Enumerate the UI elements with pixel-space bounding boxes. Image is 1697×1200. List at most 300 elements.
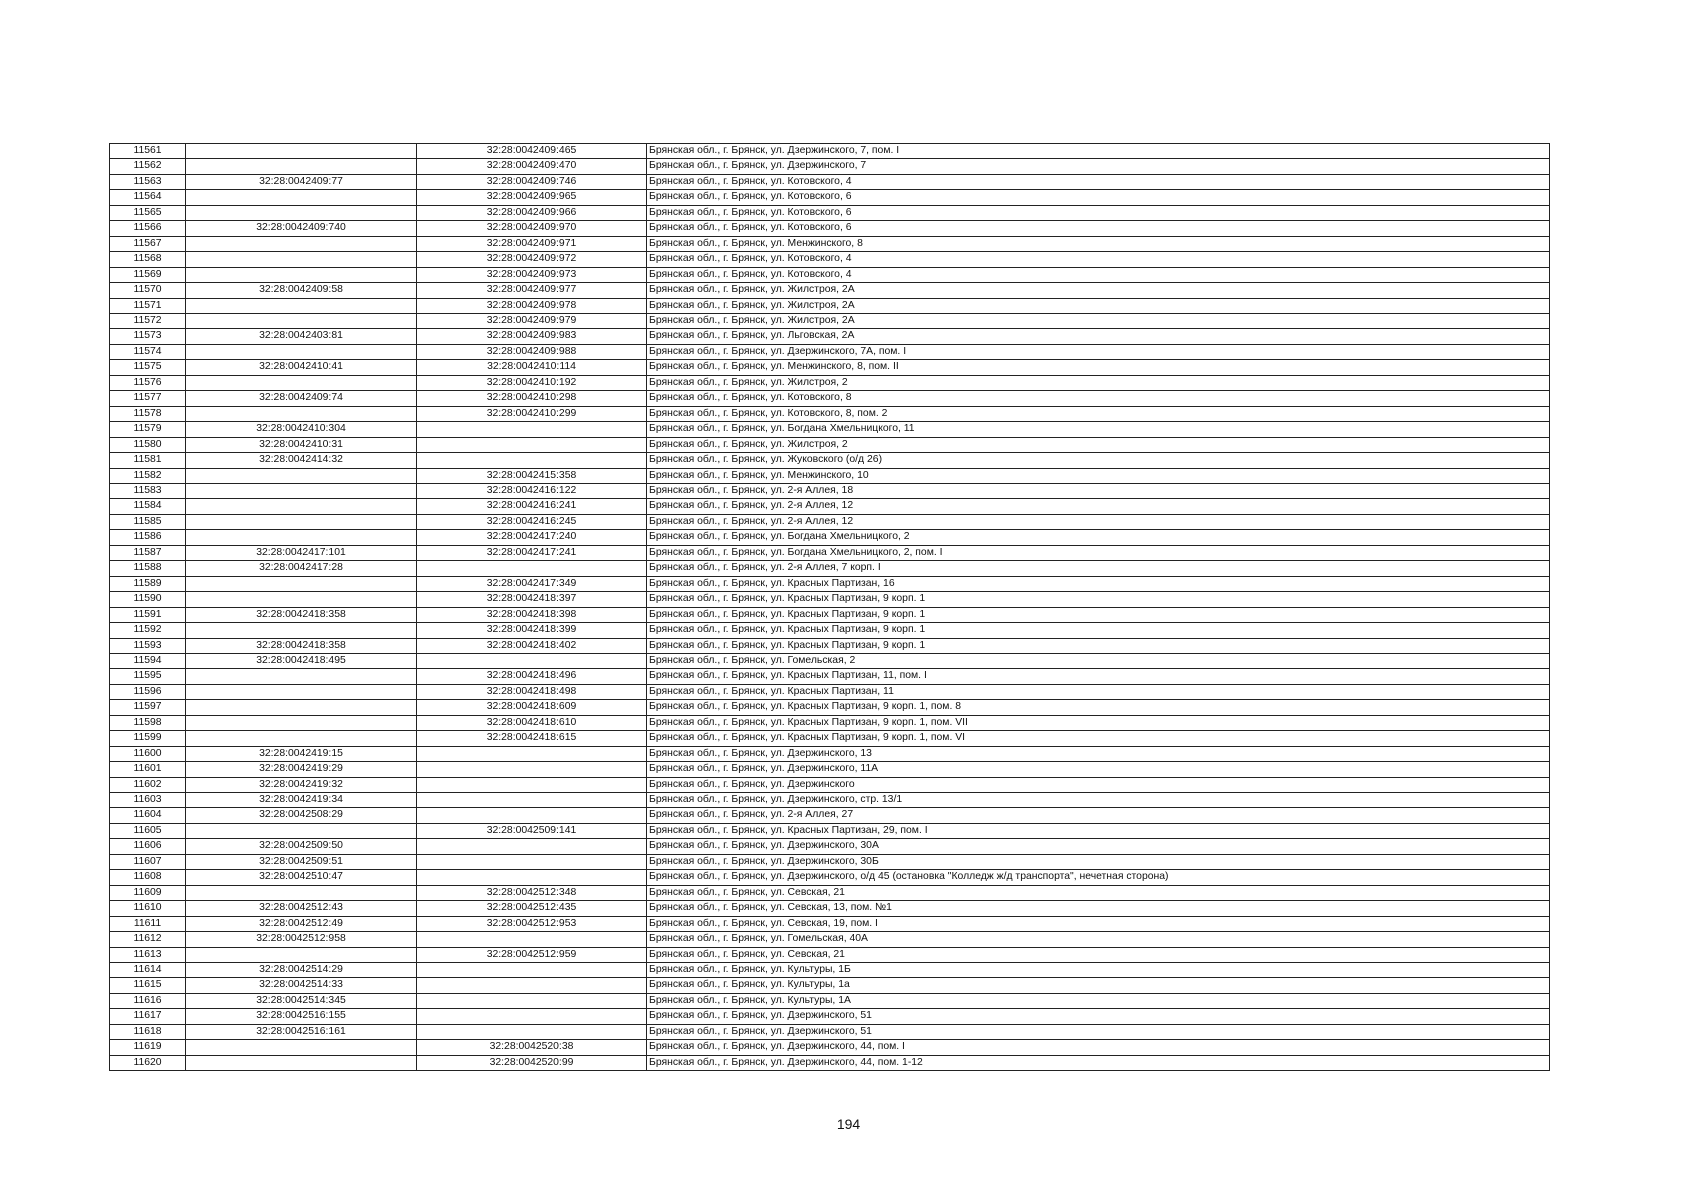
- land-cadastral-number-cell: [186, 144, 417, 159]
- table-row: [110, 561, 1550, 576]
- registry-table: [109, 143, 1550, 1071]
- table-row: [110, 793, 1550, 808]
- row-number-cell: 11606: [110, 839, 186, 854]
- object-cadastral-number-cell: 32:28:0042512:959: [417, 947, 647, 962]
- row-number-cell: 11603: [110, 793, 186, 808]
- row-number-cell: 11563: [110, 174, 186, 189]
- address-cell: Брянская обл., г. Брянск, ул. Дзержинского, стр. 13/1: [647, 793, 1550, 808]
- table-row: [110, 947, 1550, 962]
- object-cadastral-number-cell: 32:28:0042409:983: [417, 329, 647, 344]
- land-cadastral-number-cell: [186, 236, 417, 251]
- object-cadastral-number-cell: 32:28:0042409:966: [417, 205, 647, 220]
- object-cadastral-number-cell: 32:28:0042418:397: [417, 592, 647, 607]
- row-number-cell: 11577: [110, 391, 186, 406]
- object-cadastral-number-cell: [417, 777, 647, 792]
- object-cadastral-number-cell: [417, 978, 647, 993]
- table-row: [110, 190, 1550, 205]
- address-cell: Брянская обл., г. Брянск, ул. Жилстроя, 2А: [647, 298, 1550, 313]
- object-cadastral-number-cell: 32:28:0042418:615: [417, 731, 647, 746]
- row-number-cell: 11574: [110, 344, 186, 359]
- address-cell: Брянская обл., г. Брянск, ул. Гомельская, 40А: [647, 932, 1550, 947]
- address-cell: Брянская обл., г. Брянск, ул. Котовского, 8: [647, 391, 1550, 406]
- address-cell: Брянская обл., г. Брянск, ул. 2-я Аллея, 7 корп. I: [647, 561, 1550, 576]
- object-cadastral-number-cell: 32:28:0042512:435: [417, 901, 647, 916]
- address-cell: Брянская обл., г. Брянск, ул. Котовского, 4: [647, 174, 1550, 189]
- address-cell: Брянская обл., г. Брянск, ул. Дзержинского, 7: [647, 159, 1550, 174]
- address-cell: Брянская обл., г. Брянск, ул. Менжинского, 10: [647, 468, 1550, 483]
- row-number-cell: 11595: [110, 669, 186, 684]
- table-row: [110, 252, 1550, 267]
- object-cadastral-number-cell: 32:28:0042512:953: [417, 916, 647, 931]
- land-cadastral-number-cell: [186, 592, 417, 607]
- object-cadastral-number-cell: 32:28:0042520:38: [417, 1040, 647, 1055]
- row-number-cell: 11615: [110, 978, 186, 993]
- table-row: [110, 360, 1550, 375]
- land-cadastral-number-cell: 32:28:0042409:74: [186, 391, 417, 406]
- table-row: [110, 159, 1550, 174]
- table-row: [110, 329, 1550, 344]
- table-row: [110, 545, 1550, 560]
- table-row: [110, 391, 1550, 406]
- land-cadastral-number-cell: [186, 205, 417, 220]
- object-cadastral-number-cell: 32:28:0042409:977: [417, 283, 647, 298]
- land-cadastral-number-cell: [186, 1055, 417, 1070]
- object-cadastral-number-cell: 32:28:0042409:465: [417, 144, 647, 159]
- address-cell: Брянская обл., г. Брянск, ул. Культуры, 1а: [647, 978, 1550, 993]
- row-number-cell: 11566: [110, 221, 186, 236]
- row-number-cell: 11590: [110, 592, 186, 607]
- row-number-cell: 11610: [110, 901, 186, 916]
- address-cell: Брянская обл., г. Брянск, ул. Котовского, 8, пом. 2: [647, 406, 1550, 421]
- address-cell: Брянская обл., г. Брянск, ул. Богдана Хмельницкого, 2, пом. I: [647, 545, 1550, 560]
- land-cadastral-number-cell: 32:28:0042516:155: [186, 1009, 417, 1024]
- address-cell: Брянская обл., г. Брянск, ул. Красных Партизан, 11: [647, 684, 1550, 699]
- address-cell: Брянская обл., г. Брянск, ул. Красных Партизан, 9 корп. 1, пом. 8: [647, 700, 1550, 715]
- address-cell: Брянская обл., г. Брянск, ул. Жилстроя, 2: [647, 375, 1550, 390]
- table-row: [110, 576, 1550, 591]
- object-cadastral-number-cell: [417, 437, 647, 452]
- land-cadastral-number-cell: [186, 252, 417, 267]
- land-cadastral-number-cell: 32:28:0042419:29: [186, 762, 417, 777]
- row-number-cell: 11611: [110, 916, 186, 931]
- land-cadastral-number-cell: [186, 298, 417, 313]
- object-cadastral-number-cell: 32:28:0042409:979: [417, 313, 647, 328]
- object-cadastral-number-cell: 32:28:0042409:970: [417, 221, 647, 236]
- address-cell: Брянская обл., г. Брянск, ул. Красных Партизан, 11, пом. I: [647, 669, 1550, 684]
- land-cadastral-number-cell: [186, 700, 417, 715]
- address-cell: Брянская обл., г. Брянск, ул. Котовского, 6: [647, 221, 1550, 236]
- table-row: [110, 530, 1550, 545]
- address-cell: Брянская обл., г. Брянск, ул. Жилстроя, 2: [647, 437, 1550, 452]
- row-number-cell: 11582: [110, 468, 186, 483]
- address-cell: Брянская обл., г. Брянск, ул. Дзержинского, 30А: [647, 839, 1550, 854]
- land-cadastral-number-cell: [186, 684, 417, 699]
- land-cadastral-number-cell: 32:28:0042509:50: [186, 839, 417, 854]
- land-cadastral-number-cell: [186, 947, 417, 962]
- address-cell: Брянская обл., г. Брянск, ул. Красных Партизан, 9 корп. 1: [647, 638, 1550, 653]
- address-cell: Брянская обл., г. Брянск, ул. Котовского, 6: [647, 205, 1550, 220]
- table-row: [110, 762, 1550, 777]
- object-cadastral-number-cell: 32:28:0042418:496: [417, 669, 647, 684]
- object-cadastral-number-cell: 32:28:0042418:402: [417, 638, 647, 653]
- row-number-cell: 11601: [110, 762, 186, 777]
- address-cell: Брянская обл., г. Брянск, ул. 2-я Аллея, 27: [647, 808, 1550, 823]
- table-row: [110, 715, 1550, 730]
- land-cadastral-number-cell: 32:28:0042514:33: [186, 978, 417, 993]
- address-cell: Брянская обл., г. Брянск, ул. 2-я Аллея, 12: [647, 499, 1550, 514]
- land-cadastral-number-cell: 32:28:0042410:31: [186, 437, 417, 452]
- registry-table-body: [110, 144, 1550, 1071]
- object-cadastral-number-cell: 32:28:0042418:498: [417, 684, 647, 699]
- row-number-cell: 11599: [110, 731, 186, 746]
- address-cell: Брянская обл., г. Брянск, ул. Жуковского (о/д 26): [647, 453, 1550, 468]
- object-cadastral-number-cell: 32:28:0042409:971: [417, 236, 647, 251]
- land-cadastral-number-cell: [186, 576, 417, 591]
- land-cadastral-number-cell: 32:28:0042410:304: [186, 422, 417, 437]
- row-number-cell: 11587: [110, 545, 186, 560]
- object-cadastral-number-cell: [417, 762, 647, 777]
- table-row: [110, 993, 1550, 1008]
- land-cadastral-number-cell: [186, 483, 417, 498]
- land-cadastral-number-cell: 32:28:0042508:29: [186, 808, 417, 823]
- object-cadastral-number-cell: 32:28:0042409:988: [417, 344, 647, 359]
- table-row: [110, 205, 1550, 220]
- table-row: [110, 375, 1550, 390]
- table-row: [110, 885, 1550, 900]
- land-cadastral-number-cell: 32:28:0042417:28: [186, 561, 417, 576]
- row-number-cell: 11572: [110, 313, 186, 328]
- address-cell: Брянская обл., г. Брянск, ул. Севская, 13, пом. №1: [647, 901, 1550, 916]
- row-number-cell: 11567: [110, 236, 186, 251]
- address-cell: Брянская обл., г. Брянск, ул. Красных Партизан, 9 корп. 1: [647, 623, 1550, 638]
- object-cadastral-number-cell: 32:28:0042416:122: [417, 483, 647, 498]
- object-cadastral-number-cell: 32:28:0042416:245: [417, 514, 647, 529]
- object-cadastral-number-cell: [417, 1009, 647, 1024]
- row-number-cell: 11602: [110, 777, 186, 792]
- object-cadastral-number-cell: [417, 1024, 647, 1039]
- table-row: [110, 406, 1550, 421]
- land-cadastral-number-cell: [186, 313, 417, 328]
- address-cell: Брянская обл., г. Брянск, ул. Красных Партизан, 16: [647, 576, 1550, 591]
- object-cadastral-number-cell: 32:28:0042410:299: [417, 406, 647, 421]
- address-cell: Брянская обл., г. Брянск, ул. 2-я Аллея, 18: [647, 483, 1550, 498]
- land-cadastral-number-cell: [186, 468, 417, 483]
- object-cadastral-number-cell: [417, 653, 647, 668]
- row-number-cell: 11612: [110, 932, 186, 947]
- object-cadastral-number-cell: 32:28:0042418:610: [417, 715, 647, 730]
- land-cadastral-number-cell: 32:28:0042414:32: [186, 453, 417, 468]
- table-row: [110, 174, 1550, 189]
- land-cadastral-number-cell: 32:28:0042512:49: [186, 916, 417, 931]
- table-row: [110, 777, 1550, 792]
- table-row: [110, 808, 1550, 823]
- row-number-cell: 11588: [110, 561, 186, 576]
- object-cadastral-number-cell: 32:28:0042417:240: [417, 530, 647, 545]
- table-row: [110, 1024, 1550, 1039]
- land-cadastral-number-cell: 32:28:0042418:495: [186, 653, 417, 668]
- address-cell: Брянская обл., г. Брянск, ул. Красных Партизан, 9 корп. 1: [647, 607, 1550, 622]
- row-number-cell: 11561: [110, 144, 186, 159]
- land-cadastral-number-cell: 32:28:0042419:32: [186, 777, 417, 792]
- address-cell: Брянская обл., г. Брянск, ул. Культуры, 1Б: [647, 963, 1550, 978]
- land-cadastral-number-cell: 32:28:0042512:958: [186, 932, 417, 947]
- address-cell: Брянская обл., г. Брянск, ул. Дзержинского, 13: [647, 746, 1550, 761]
- table-row: [110, 422, 1550, 437]
- address-cell: Брянская обл., г. Брянск, ул. Богдана Хмельницкого, 2: [647, 530, 1550, 545]
- address-cell: Брянская обл., г. Брянск, ул. Дзержинского, 51: [647, 1009, 1550, 1024]
- land-cadastral-number-cell: 32:28:0042409:740: [186, 221, 417, 236]
- land-cadastral-number-cell: [186, 375, 417, 390]
- row-number-cell: 11613: [110, 947, 186, 962]
- object-cadastral-number-cell: 32:28:0042416:241: [417, 499, 647, 514]
- address-cell: Брянская обл., г. Брянск, ул. Менжинского, 8: [647, 236, 1550, 251]
- table-row: [110, 638, 1550, 653]
- row-number-cell: 11581: [110, 453, 186, 468]
- table-row: [110, 483, 1550, 498]
- address-cell: Брянская обл., г. Брянск, ул. Дзержинского, 7, пом. I: [647, 144, 1550, 159]
- row-number-cell: 11573: [110, 329, 186, 344]
- land-cadastral-number-cell: 32:28:0042418:358: [186, 607, 417, 622]
- table-row: [110, 607, 1550, 622]
- table-row: [110, 267, 1550, 282]
- row-number-cell: 11605: [110, 823, 186, 838]
- row-number-cell: 11564: [110, 190, 186, 205]
- row-number-cell: 11614: [110, 963, 186, 978]
- object-cadastral-number-cell: 32:28:0042409:746: [417, 174, 647, 189]
- address-cell: Брянская обл., г. Брянск, ул. Красных Партизан, 9 корп. 1, пом. VI: [647, 731, 1550, 746]
- row-number-cell: 11594: [110, 653, 186, 668]
- row-number-cell: 11593: [110, 638, 186, 653]
- table-row: [110, 963, 1550, 978]
- table-row: [110, 623, 1550, 638]
- table-row: [110, 236, 1550, 251]
- land-cadastral-number-cell: [186, 715, 417, 730]
- address-cell: Брянская обл., г. Брянск, ул. Севская, 21: [647, 885, 1550, 900]
- table-row: [110, 746, 1550, 761]
- table-row: [110, 144, 1550, 159]
- table-row: [110, 823, 1550, 838]
- object-cadastral-number-cell: [417, 793, 647, 808]
- object-cadastral-number-cell: 32:28:0042410:192: [417, 375, 647, 390]
- object-cadastral-number-cell: [417, 453, 647, 468]
- row-number-cell: 11568: [110, 252, 186, 267]
- address-cell: Брянская обл., г. Брянск, ул. Дзержинского, 11А: [647, 762, 1550, 777]
- table-row: [110, 653, 1550, 668]
- object-cadastral-number-cell: 32:28:0042418:399: [417, 623, 647, 638]
- row-number-cell: 11619: [110, 1040, 186, 1055]
- address-cell: Брянская обл., г. Брянск, ул. Котовского, 6: [647, 190, 1550, 205]
- address-cell: Брянская обл., г. Брянск, ул. Дзержинского, 30Б: [647, 854, 1550, 869]
- land-cadastral-number-cell: [186, 823, 417, 838]
- object-cadastral-number-cell: [417, 746, 647, 761]
- row-number-cell: 11575: [110, 360, 186, 375]
- table-row: [110, 313, 1550, 328]
- object-cadastral-number-cell: 32:28:0042409:978: [417, 298, 647, 313]
- land-cadastral-number-cell: 32:28:0042409:77: [186, 174, 417, 189]
- address-cell: Брянская обл., г. Брянск, ул. Богдана Хмельницкого, 11: [647, 422, 1550, 437]
- object-cadastral-number-cell: 32:28:0042520:99: [417, 1055, 647, 1070]
- land-cadastral-number-cell: 32:28:0042514:345: [186, 993, 417, 1008]
- land-cadastral-number-cell: 32:28:0042403:81: [186, 329, 417, 344]
- object-cadastral-number-cell: 32:28:0042509:141: [417, 823, 647, 838]
- object-cadastral-number-cell: [417, 854, 647, 869]
- table-row: [110, 684, 1550, 699]
- table-row: [110, 870, 1550, 885]
- land-cadastral-number-cell: 32:28:0042419:15: [186, 746, 417, 761]
- row-number-cell: 11586: [110, 530, 186, 545]
- row-number-cell: 11600: [110, 746, 186, 761]
- row-number-cell: 11598: [110, 715, 186, 730]
- land-cadastral-number-cell: [186, 1040, 417, 1055]
- table-row: [110, 437, 1550, 452]
- object-cadastral-number-cell: [417, 808, 647, 823]
- address-cell: Брянская обл., г. Брянск, ул. Котовского, 4: [647, 267, 1550, 282]
- table-row: [110, 901, 1550, 916]
- land-cadastral-number-cell: [186, 267, 417, 282]
- row-number-cell: 11609: [110, 885, 186, 900]
- land-cadastral-number-cell: [186, 885, 417, 900]
- land-cadastral-number-cell: [186, 190, 417, 205]
- table-row: [110, 854, 1550, 869]
- address-cell: Брянская обл., г. Брянск, ул. Жилстроя, 2А: [647, 313, 1550, 328]
- table-row: [110, 1009, 1550, 1024]
- row-number-cell: 11596: [110, 684, 186, 699]
- object-cadastral-number-cell: 32:28:0042512:348: [417, 885, 647, 900]
- address-cell: Брянская обл., г. Брянск, ул. Льговская, 2А: [647, 329, 1550, 344]
- land-cadastral-number-cell: 32:28:0042514:29: [186, 963, 417, 978]
- address-cell: Брянская обл., г. Брянск, ул. Дзержинского, 51: [647, 1024, 1550, 1039]
- address-cell: Брянская обл., г. Брянск, ул. Дзержинского, 44, пом. 1-12: [647, 1055, 1550, 1070]
- table-row: [110, 283, 1550, 298]
- row-number-cell: 11585: [110, 514, 186, 529]
- land-cadastral-number-cell: 32:28:0042510:47: [186, 870, 417, 885]
- land-cadastral-number-cell: 32:28:0042417:101: [186, 545, 417, 560]
- land-cadastral-number-cell: 32:28:0042409:58: [186, 283, 417, 298]
- row-number-cell: 11579: [110, 422, 186, 437]
- land-cadastral-number-cell: [186, 159, 417, 174]
- object-cadastral-number-cell: [417, 839, 647, 854]
- table-row: [110, 932, 1550, 947]
- table-row: [110, 839, 1550, 854]
- object-cadastral-number-cell: 32:28:0042417:241: [417, 545, 647, 560]
- land-cadastral-number-cell: 32:28:0042410:41: [186, 360, 417, 375]
- land-cadastral-number-cell: 32:28:0042512:43: [186, 901, 417, 916]
- object-cadastral-number-cell: 32:28:0042415:358: [417, 468, 647, 483]
- object-cadastral-number-cell: 32:28:0042409:470: [417, 159, 647, 174]
- land-cadastral-number-cell: [186, 623, 417, 638]
- address-cell: Брянская обл., г. Брянск, ул. Дзержинского, 7А, пом. I: [647, 344, 1550, 359]
- object-cadastral-number-cell: 32:28:0042417:349: [417, 576, 647, 591]
- row-number-cell: 11578: [110, 406, 186, 421]
- table-row: [110, 514, 1550, 529]
- address-cell: Брянская обл., г. Брянск, ул. 2-я Аллея, 12: [647, 514, 1550, 529]
- land-cadastral-number-cell: 32:28:0042419:34: [186, 793, 417, 808]
- address-cell: Брянская обл., г. Брянск, ул. Севская, 19, пом. I: [647, 916, 1550, 931]
- row-number-cell: 11592: [110, 623, 186, 638]
- table-row: [110, 344, 1550, 359]
- address-cell: Брянская обл., г. Брянск, ул. Котовского, 4: [647, 252, 1550, 267]
- row-number-cell: 11569: [110, 267, 186, 282]
- table-row: [110, 700, 1550, 715]
- object-cadastral-number-cell: [417, 993, 647, 1008]
- address-cell: Брянская обл., г. Брянск, ул. Красных Партизан, 9 корп. 1, пом. VII: [647, 715, 1550, 730]
- land-cadastral-number-cell: [186, 530, 417, 545]
- object-cadastral-number-cell: [417, 422, 647, 437]
- address-cell: Брянская обл., г. Брянск, ул. Красных Партизан, 9 корп. 1: [647, 592, 1550, 607]
- address-cell: Брянская обл., г. Брянск, ул. Гомельская, 2: [647, 653, 1550, 668]
- object-cadastral-number-cell: 32:28:0042409:965: [417, 190, 647, 205]
- land-cadastral-number-cell: [186, 669, 417, 684]
- object-cadastral-number-cell: [417, 561, 647, 576]
- table-row: [110, 499, 1550, 514]
- row-number-cell: 11620: [110, 1055, 186, 1070]
- row-number-cell: 11608: [110, 870, 186, 885]
- row-number-cell: 11616: [110, 993, 186, 1008]
- address-cell: Брянская обл., г. Брянск, ул. Культуры, 1А: [647, 993, 1550, 1008]
- object-cadastral-number-cell: [417, 932, 647, 947]
- land-cadastral-number-cell: [186, 406, 417, 421]
- land-cadastral-number-cell: [186, 499, 417, 514]
- page-number: 194: [836, 1116, 861, 1132]
- table-row: [110, 731, 1550, 746]
- land-cadastral-number-cell: [186, 731, 417, 746]
- address-cell: Брянская обл., г. Брянск, ул. Дзержинского: [647, 777, 1550, 792]
- address-cell: Брянская обл., г. Брянск, ул. Жилстроя, 2А: [647, 283, 1550, 298]
- table-row: [110, 1055, 1550, 1070]
- row-number-cell: 11571: [110, 298, 186, 313]
- row-number-cell: 11570: [110, 283, 186, 298]
- object-cadastral-number-cell: 32:28:0042410:298: [417, 391, 647, 406]
- object-cadastral-number-cell: [417, 963, 647, 978]
- table-row: [110, 1040, 1550, 1055]
- row-number-cell: 11617: [110, 1009, 186, 1024]
- row-number-cell: 11589: [110, 576, 186, 591]
- object-cadastral-number-cell: [417, 870, 647, 885]
- table-row: [110, 592, 1550, 607]
- row-number-cell: 11565: [110, 205, 186, 220]
- row-number-cell: 11591: [110, 607, 186, 622]
- row-number-cell: 11584: [110, 499, 186, 514]
- object-cadastral-number-cell: 32:28:0042410:114: [417, 360, 647, 375]
- table-row: [110, 468, 1550, 483]
- object-cadastral-number-cell: 32:28:0042409:972: [417, 252, 647, 267]
- row-number-cell: 11562: [110, 159, 186, 174]
- object-cadastral-number-cell: 32:28:0042418:609: [417, 700, 647, 715]
- address-cell: Брянская обл., г. Брянск, ул. Дзержинского, о/д 45 (остановка "Колледж ж/д транспорта", нечетная сторона): [647, 870, 1550, 885]
- address-cell: Брянская обл., г. Брянск, ул. Севская, 21: [647, 947, 1550, 962]
- row-number-cell: 11583: [110, 483, 186, 498]
- land-cadastral-number-cell: 32:28:0042418:358: [186, 638, 417, 653]
- row-number-cell: 11618: [110, 1024, 186, 1039]
- address-cell: Брянская обл., г. Брянск, ул. Менжинского, 8, пом. II: [647, 360, 1550, 375]
- land-cadastral-number-cell: 32:28:0042509:51: [186, 854, 417, 869]
- land-cadastral-number-cell: 32:28:0042516:161: [186, 1024, 417, 1039]
- table-row: [110, 298, 1550, 313]
- table-row: [110, 916, 1550, 931]
- row-number-cell: 11604: [110, 808, 186, 823]
- table-row: [110, 978, 1550, 993]
- land-cadastral-number-cell: [186, 514, 417, 529]
- land-cadastral-number-cell: [186, 344, 417, 359]
- table-row: [110, 453, 1550, 468]
- table-row: [110, 669, 1550, 684]
- address-cell: Брянская обл., г. Брянск, ул. Дзержинского, 44, пом. I: [647, 1040, 1550, 1055]
- object-cadastral-number-cell: 32:28:0042418:398: [417, 607, 647, 622]
- table-row: [110, 221, 1550, 236]
- object-cadastral-number-cell: 32:28:0042409:973: [417, 267, 647, 282]
- row-number-cell: 11607: [110, 854, 186, 869]
- row-number-cell: 11576: [110, 375, 186, 390]
